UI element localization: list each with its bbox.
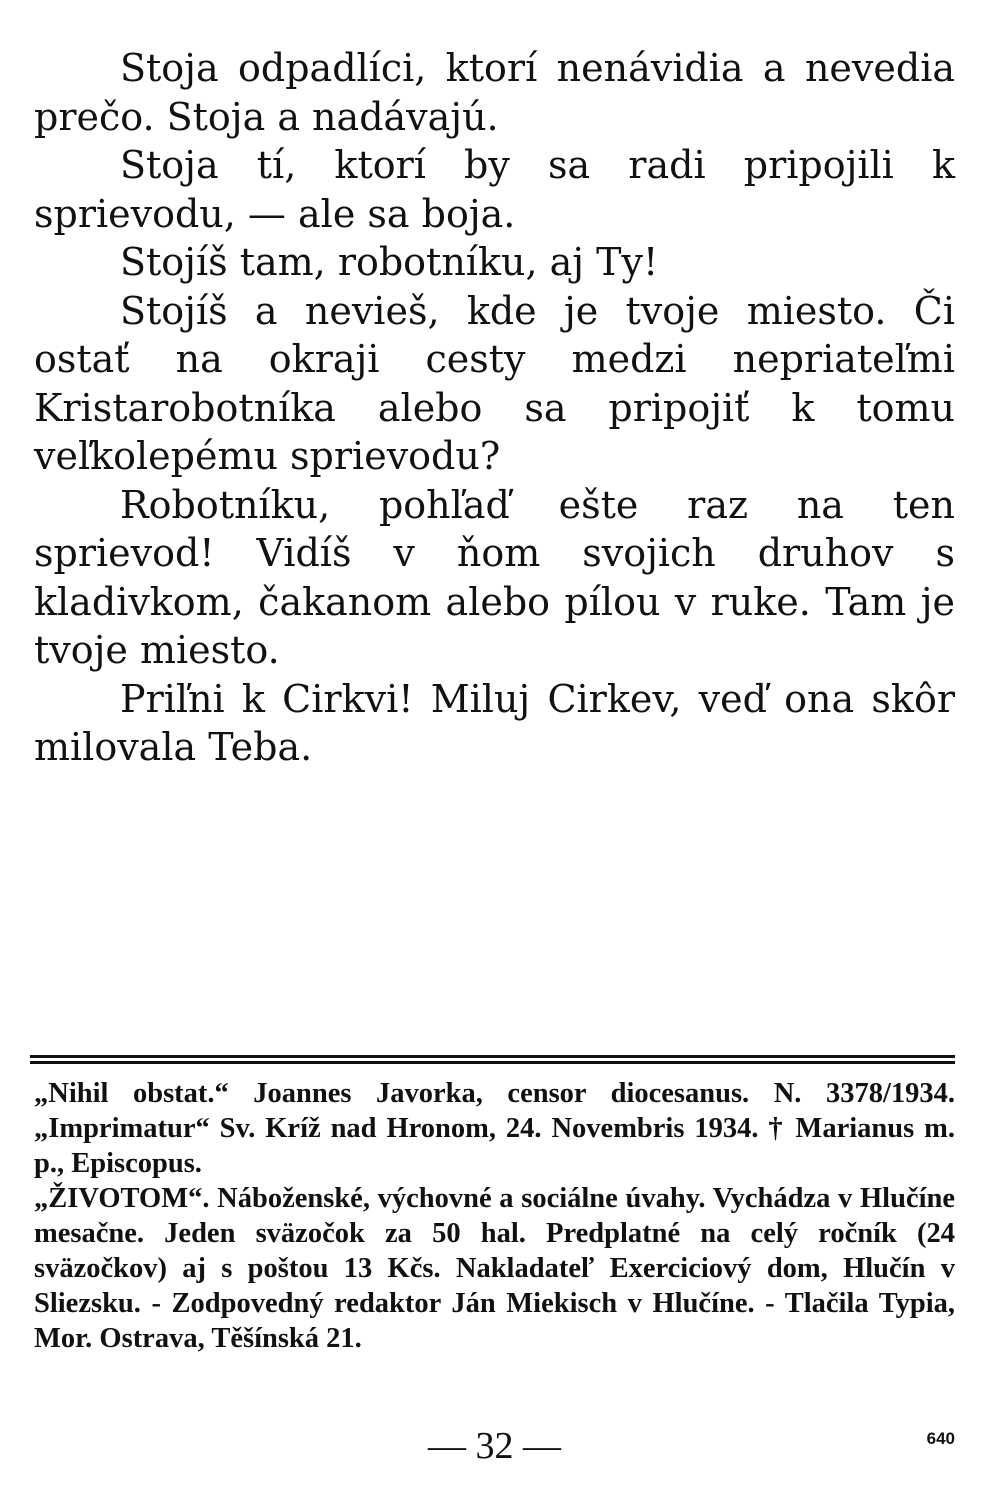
paragraph-2: Stoja tí, ktorí by sa radi pripojili k sprievodu, — ale sa boja. <box>34 143 955 236</box>
paragraph-5: Robotníku, pohľaď ešte raz na ten sprievod! Vidíš v ňom svojich druhov s kladivkom, čakanom alebo pílou v ruke. Tam je tvoje miesto. <box>34 482 955 672</box>
page-body <box>34 44 955 772</box>
footer-rule <box>30 1055 955 1065</box>
main-text <box>34 44 955 772</box>
page-number: — 32 — <box>428 1425 561 1467</box>
imprint-block <box>34 1076 955 1356</box>
rule-line-top <box>30 1055 955 1058</box>
paragraph-1: Stoja odpadlíci, ktorí nenávidia a nevedia prečo. Stoja a nadávajú. <box>34 46 955 139</box>
paragraph-6: Priľni k Cirkvi! Miluj Cirkev, veď ona skôr milovala Teba. <box>34 676 955 769</box>
print-code: 640 <box>926 1429 955 1448</box>
paragraph-3: Stojíš tam, robotníku, aj Ty! <box>120 240 659 284</box>
publication-note: „ŽIVOTOM“. Náboženské, výchovné a sociálne úvahy. Vychádza v Hlučíne mesačne. Jeden sväzočok za 50 hal. Predplatné na celý ročník (24 sväzočkov) aj s poštou 13 Kčs. Nakladateľ Exerciciový dom, Hlučín v Sliezsku. - Zodpovedný redaktor Ján Miekisch v Hlučíne. - Tlačila Typia, Mor. Ostrava, Těšínská 21. <box>34 1183 955 1354</box>
paragraph-4: Stojíš a nevieš, kde je tvoje miesto. Či ostať na okraji cesty medzi nepriateľmi Kristarobotníka alebo sa pripojiť k tomu veľkolepému sprievodu? <box>34 288 955 478</box>
rule-line-bottom <box>30 1061 955 1064</box>
censorship-note: „Nihil obstat.“ Joannes Javorka, censor diocesanus. N. 3378/1934. „Imprimatur“ Sv. Kríž nad Hronom, 24. Novembris 1934. † Marianus m. p., Episcopus. <box>34 1078 955 1179</box>
